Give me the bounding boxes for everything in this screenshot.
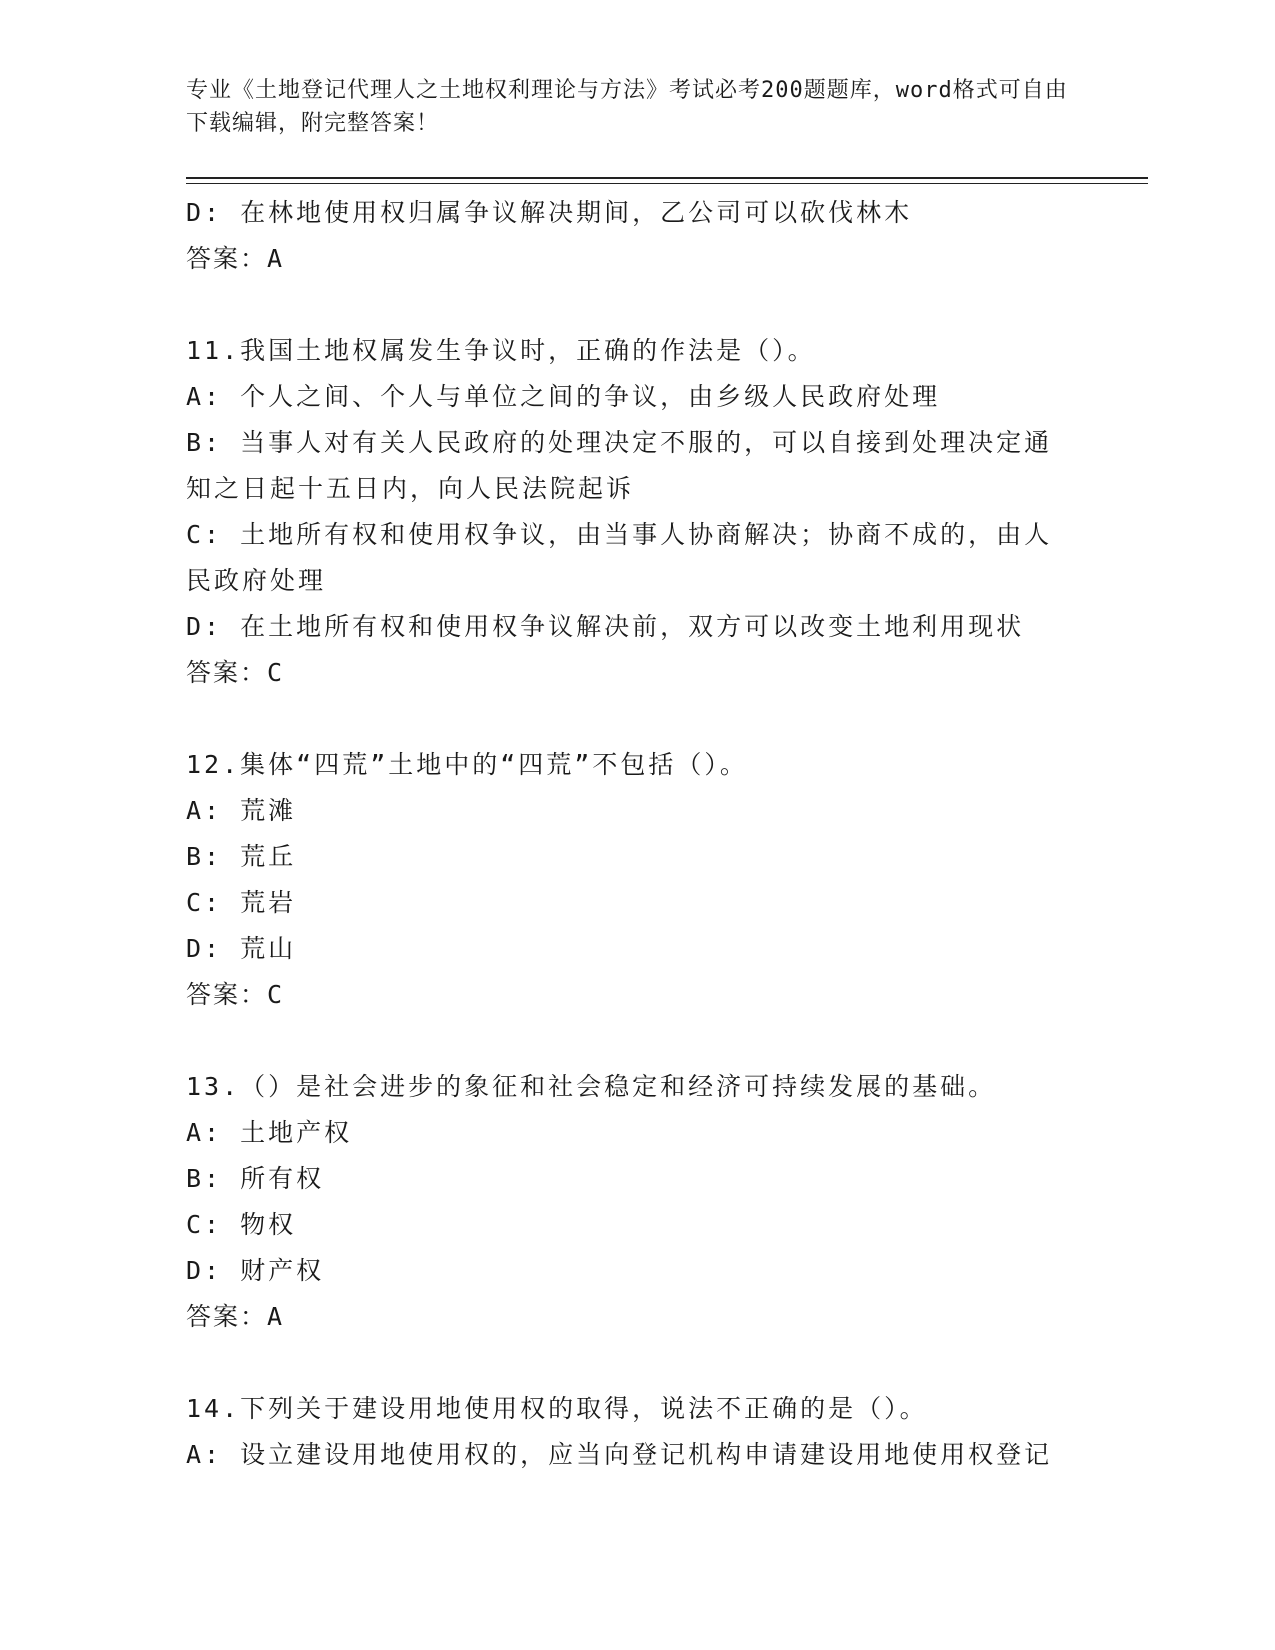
question-stem: 11.我国土地权属发生争议时，正确的作法是（）。	[186, 336, 816, 365]
option-b: B: 当事人对有关人民政府的处理决定不服的，可以自接到处理决定通知之日起十五日内，向人民法院起诉	[186, 428, 1053, 503]
answer: 答案：A	[186, 1302, 285, 1331]
option-c: C: 土地所有权和使用权争议，由当事人协商解决；协商不成的，由人民政府处理	[186, 520, 1053, 595]
option-b: B: 所有权	[186, 1164, 325, 1193]
header-divider-thick	[186, 177, 1148, 179]
option-c: C: 物权	[186, 1210, 297, 1239]
question-11	[186, 328, 1086, 696]
option-a: A: 个人之间、个人与单位之间的争议，由乡级人民政府处理	[186, 382, 941, 411]
question-12	[186, 742, 1086, 1018]
question-stem: 13.（）是社会进步的象征和社会稳定和经济可持续发展的基础。	[186, 1072, 997, 1101]
question-stem: 14.下列关于建设用地使用权的取得，说法不正确的是（）。	[186, 1394, 928, 1423]
option-b: B: 荒丘	[186, 842, 297, 871]
spacer	[186, 282, 1086, 328]
option-a: A: 荒滩	[186, 796, 297, 825]
spacer	[186, 1018, 1086, 1064]
answer: 答案：C	[186, 658, 285, 687]
option-d: D: 在林地使用权归属争议解决期间，乙公司可以砍伐林木	[186, 198, 913, 227]
answer: 答案：C	[186, 980, 285, 1009]
question-13	[186, 1064, 1086, 1340]
option-d: D: 荒山	[186, 934, 297, 963]
option-a: A: 土地产权	[186, 1118, 353, 1147]
question-14	[186, 1386, 1086, 1478]
document-header: 专业《土地登记代理人之土地权利理论与方法》考试必考200题题库，word格式可自由下载编辑，附完整答案！	[186, 78, 1068, 136]
question-content	[186, 190, 1086, 1478]
spacer	[186, 1340, 1086, 1386]
spacer	[186, 696, 1086, 742]
question-stem: 12.集体“四荒”土地中的“四荒”不包括（）。	[186, 750, 748, 779]
answer: 答案：A	[186, 244, 285, 273]
option-d: D: 财产权	[186, 1256, 325, 1285]
option-a: A: 设立建设用地使用权的，应当向登记机构申请建设用地使用权登记	[186, 1440, 1053, 1469]
option-d: D: 在土地所有权和使用权争议解决前，双方可以改变土地利用现状	[186, 612, 1025, 641]
header-divider-thin	[186, 183, 1148, 184]
option-c: C: 荒岩	[186, 888, 297, 917]
